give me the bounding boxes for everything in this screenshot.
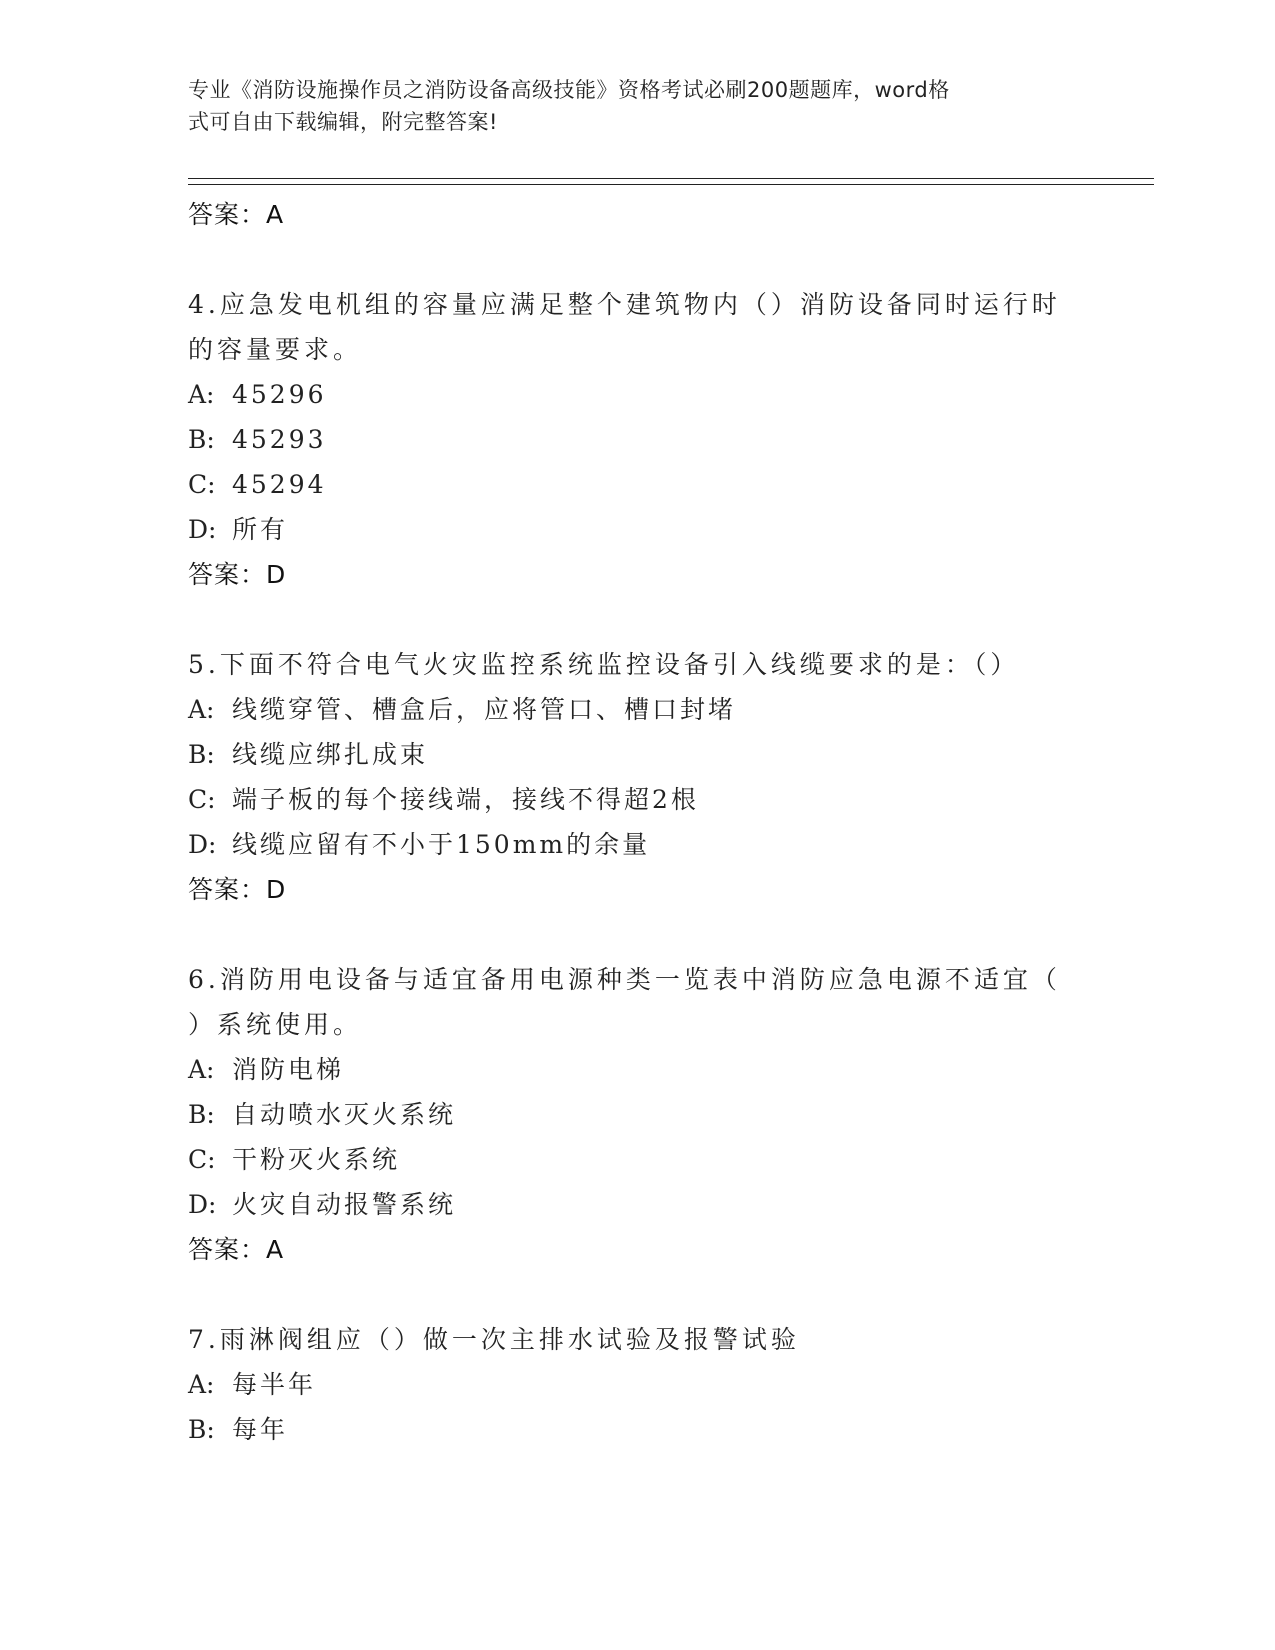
spacer bbox=[188, 238, 1088, 282]
option-item bbox=[188, 777, 1088, 822]
option-label: C: bbox=[188, 470, 216, 499]
option-text: 45293 bbox=[232, 425, 327, 454]
option-item bbox=[188, 417, 1088, 462]
option-label: D: bbox=[188, 515, 217, 544]
option-item bbox=[188, 372, 1088, 417]
option-item bbox=[188, 462, 1088, 507]
option-text: 线缆穿管、槽盒后，应将管口、槽口封堵 bbox=[232, 695, 737, 724]
option-label: D: bbox=[188, 830, 217, 859]
question-text: 4.应急发电机组的容量应满足整个建筑物内（）消防设备同时运行时 bbox=[188, 290, 1061, 319]
option-label: B: bbox=[188, 1100, 215, 1129]
option-item bbox=[188, 687, 1088, 732]
option-label: D: bbox=[188, 1190, 217, 1219]
option-item bbox=[188, 1092, 1088, 1137]
option-label: A: bbox=[188, 380, 215, 409]
option-label: B: bbox=[188, 740, 215, 769]
answer-line: 答案：D bbox=[188, 875, 287, 904]
answer-line: 答案：A bbox=[188, 200, 285, 229]
question-block bbox=[188, 1317, 1088, 1452]
option-item bbox=[188, 1047, 1088, 1092]
option-label: A: bbox=[188, 695, 215, 724]
question-text: ）系统使用。 bbox=[188, 1010, 363, 1039]
question-text: 7.雨淋阀组应（）做一次主排水试验及报警试验 bbox=[188, 1325, 800, 1354]
option-label: A: bbox=[188, 1055, 215, 1084]
answer-line: 答案：D bbox=[188, 560, 287, 589]
option-item bbox=[188, 1362, 1088, 1407]
document-content bbox=[188, 192, 1088, 1452]
option-label: C: bbox=[188, 1145, 216, 1174]
option-text: 45294 bbox=[232, 470, 327, 499]
question-block bbox=[188, 642, 1088, 913]
option-label: A: bbox=[188, 1370, 215, 1399]
option-text: 线缆应留有不小于150mm的余量 bbox=[232, 830, 651, 859]
question-text: 的容量要求。 bbox=[188, 335, 363, 364]
answer-line: 答案：A bbox=[188, 1235, 285, 1264]
option-label: B: bbox=[188, 425, 215, 454]
option-text: 所有 bbox=[232, 515, 289, 544]
option-text: 火灾自动报警系统 bbox=[232, 1190, 457, 1219]
option-item bbox=[188, 1137, 1088, 1182]
option-item bbox=[188, 1407, 1088, 1452]
option-item bbox=[188, 1182, 1088, 1227]
question-text: 5.下面不符合电气火灾监控系统监控设备引入线缆要求的是：（） bbox=[188, 650, 1020, 679]
option-text: 自动喷水灭火系统 bbox=[232, 1100, 457, 1129]
question-block bbox=[188, 957, 1088, 1273]
header-title-line-1: 专业《消防设施操作员之消防设备高级技能》资格考试必刷200题题库，word格 bbox=[188, 78, 950, 102]
option-label: C: bbox=[188, 785, 216, 814]
option-item bbox=[188, 822, 1088, 867]
option-item bbox=[188, 507, 1088, 552]
option-text: 每年 bbox=[232, 1415, 289, 1444]
option-label: B: bbox=[188, 1415, 215, 1444]
question-block bbox=[188, 282, 1088, 598]
option-text: 每半年 bbox=[232, 1370, 317, 1399]
header-divider-top bbox=[188, 178, 1154, 179]
header-divider-bottom bbox=[188, 184, 1154, 185]
spacer bbox=[188, 913, 1088, 957]
header-title-line-2: 式可自由下载编辑，附完整答案! bbox=[188, 110, 498, 134]
option-text: 线缆应绑扎成束 bbox=[232, 740, 429, 769]
document-header bbox=[188, 74, 1068, 138]
option-text: 45296 bbox=[232, 380, 327, 409]
spacer bbox=[188, 598, 1088, 642]
option-text: 消防电梯 bbox=[232, 1055, 345, 1084]
question-text: 6.消防用电设备与适宜备用电源种类一览表中消防应急电源不适宜（ bbox=[188, 965, 1061, 994]
option-item bbox=[188, 732, 1088, 777]
spacer bbox=[188, 1273, 1088, 1317]
option-text: 端子板的每个接线端，接线不得超2根 bbox=[232, 785, 699, 814]
option-text: 干粉灭火系统 bbox=[232, 1145, 401, 1174]
